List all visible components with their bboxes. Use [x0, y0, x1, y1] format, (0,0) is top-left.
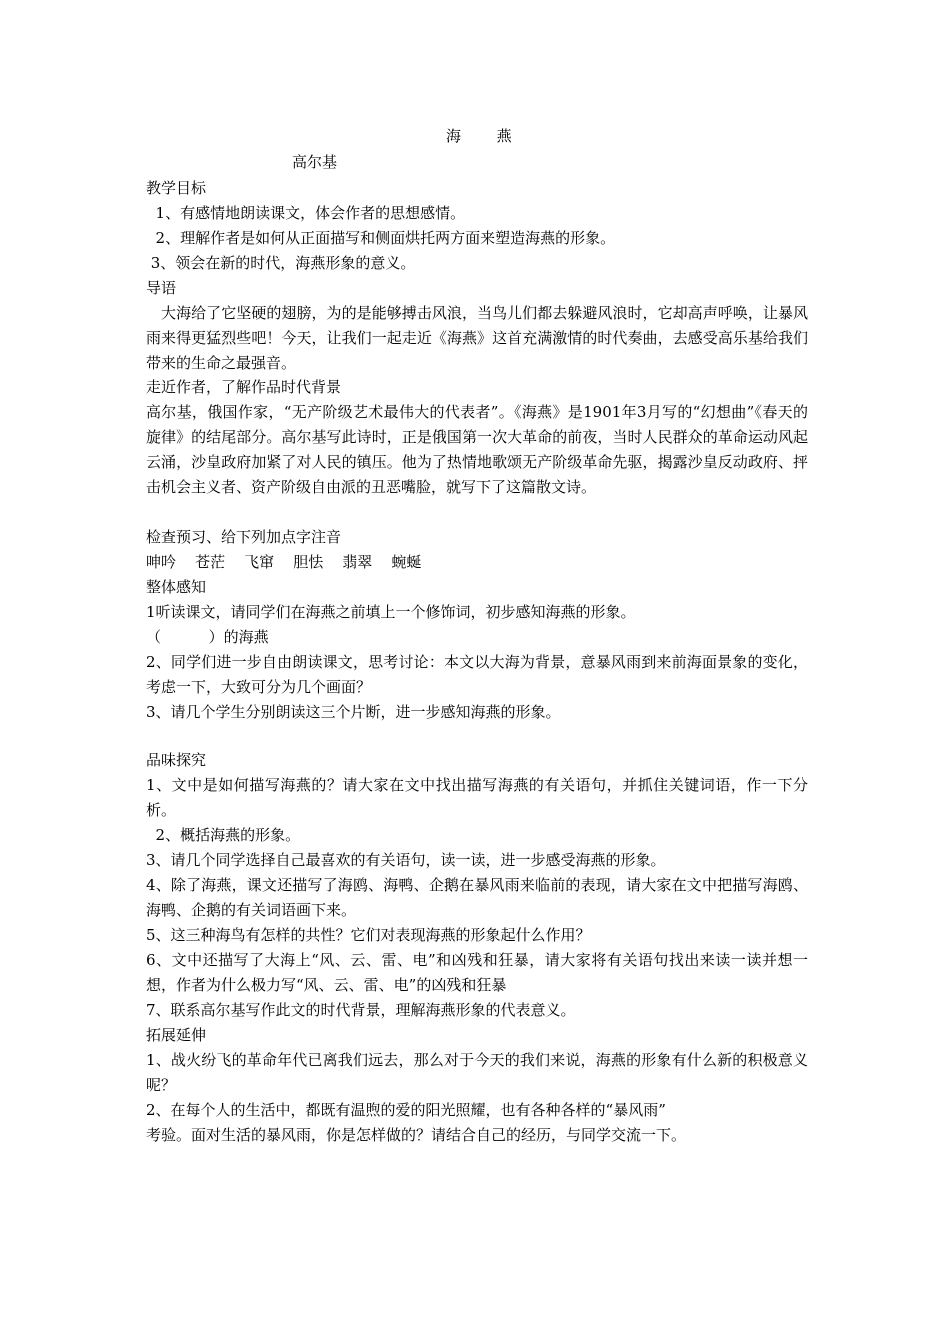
explore-item: 5、这三种海鸟有怎样的共性？它们对表现海燕的形象起什么作用？	[146, 926, 591, 944]
explore-item: 1、文中是如何描写海燕的？请大家在文中找出描写海燕的有关语句，并抓住关键词语，作一下分析。	[146, 776, 808, 819]
extend-item: 1、战火纷飞的革命年代已离我们远去，那么对于今天的我们来说，海燕的形象有什么新的积极意义呢？	[146, 1051, 808, 1094]
background-text: 高尔基，俄国作家，“无产阶级艺术最伟大的代表者”。《海燕》是1901年3月写的“幻想曲”《春天的旋律》的结尾部分。高尔基写此诗时，正是俄国第一次大革命的前夜，当时人民群众的革命运动风起云涌，沙皇政府加紧了对人民的镇压。他为了热情地歌颂无产阶级革命先驱，揭露沙皇反动政府、抨击机会主义者、资产阶级自由派的丑恶嘴脸，就写下了这篇散文诗。	[146, 403, 808, 496]
extend-heading: 拓展延伸	[146, 1026, 207, 1044]
explore-heading: 品味探究	[146, 751, 207, 769]
document-title: 海 燕	[446, 127, 513, 145]
overall-item: 1听读课文，请同学们在海燕之前填上一个修饰词，初步感知海燕的形象。	[146, 603, 636, 621]
explore-item: 6、文中还描写了大海上“风、云、雷、电”和凶残和狂暴，请大家将有关语句找出来读一读并想一想，作者为什么极力写“风、云、雷、电”的凶残和狂暴	[146, 951, 808, 994]
explore-item: 3、请几个同学选择自己最喜欢的有关语句，读一读，进一步感受海燕的形象。	[146, 851, 666, 869]
goal-item: 2、理解作者是如何从正面描写和侧面烘托两方面来塑造海燕的形象。	[146, 229, 616, 247]
goals-heading: 教学目标	[146, 179, 207, 197]
overall-heading: 整体感知	[146, 578, 207, 596]
explore-item: 7、联系高尔基写作此文的时代背景，理解海燕形象的代表意义。	[146, 1001, 576, 1019]
intro-text: 大海给了它坚硬的翅膀，为的是能够搏击风浪，当鸟儿们都去躲避风浪时，它却高声呼唤，让暴风雨来得更猛烈些吧！今天，让我们一起走近《海燕》这首充满激情的时代奏曲，去感受高乐基给我们带来的生命之最强音。	[146, 304, 808, 372]
background-heading: 走近作者，了解作品时代背景	[146, 378, 342, 396]
fill-blank-line: （ ）的海燕	[146, 628, 269, 646]
overall-item: 3、请几个学生分别朗读这三个片断，进一步感知海燕的形象。	[146, 703, 561, 721]
author-name: 高尔基	[292, 153, 338, 171]
extend-item: 2、在每个人的生活中，都既有温煦的爱的阳光照耀，也有各种各样的“暴风雨”	[146, 1101, 666, 1119]
explore-item: 4、除了海燕，课文还描写了海鸥、海鸭、企鹅在暴风雨来临前的表现，请大家在文中把描写海鸥、海鸭、企鹅的有关词语画下来。	[146, 876, 808, 919]
preview-words: 呻吟 苍茫 飞窜 胆怯 翡翠 蜿蜒	[146, 553, 422, 571]
explore-item: 2、概括海燕的形象。	[146, 826, 301, 844]
extend-item: 考验。面对生活的暴风雨，你是怎样做的？请结合自己的经历，与同学交流一下。	[146, 1126, 687, 1144]
intro-heading: 导语	[146, 279, 177, 297]
preview-heading: 检查预习、给下列加点字注音	[146, 528, 342, 546]
goal-item: 1、有感情地朗读课文，体会作者的思想感情。	[146, 204, 466, 222]
overall-item: 2、同学们进一步自由朗读课文，思考讨论：本文以大海为背景，意暴风雨到来前海面景象的变化，考虑一下，大致可分为几个画面？	[146, 653, 808, 696]
goal-item: 3、领会在新的时代，海燕形象的意义。	[146, 254, 416, 272]
